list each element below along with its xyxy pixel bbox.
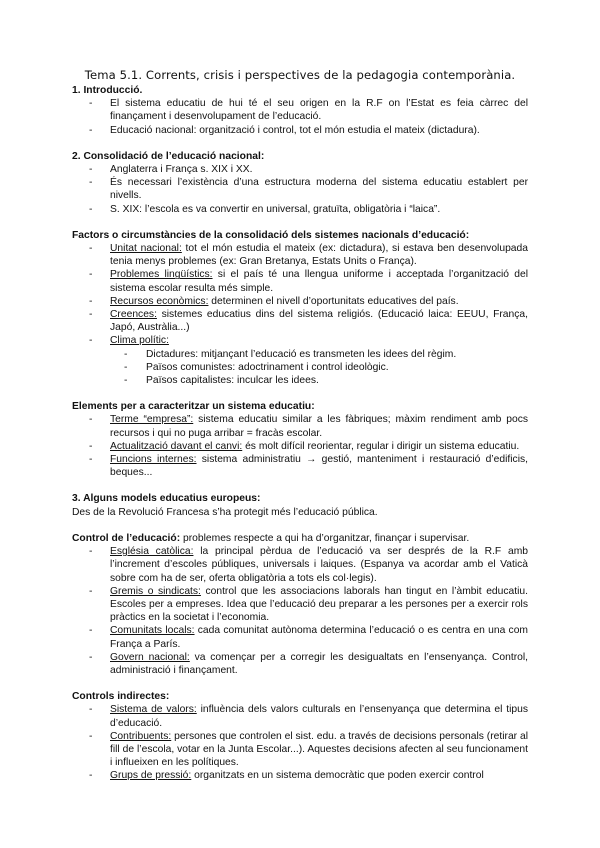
- bullet-list: [72, 97, 528, 137]
- sub-list-item: - Dictadures: mitjançant l’educació es transmeten les idees del règim.: [124, 348, 457, 360]
- list-item: - Església catòlica: la principal pèrdua de l’educació va ser després de la R.F amb l’increment d’escoles públiques, universals i laiques. (Espanya va acordar amb el Vaticà sobre com ha de ser, oferta obligatòria a tots els col·legis).: [89, 546, 528, 584]
- list-item: - Creences: sistemes educatius dins del sistema religiós. (Educació laica: EEUU, França, Japó, Austràlia...): [89, 309, 528, 334]
- list-item: - Grups de pressió: organitzats en un sistema democràtic que poden exercir control: [89, 770, 484, 782]
- list-item: - És necessari l’existència d’una estructura moderna del sistema educatiu establert per nivells.: [89, 177, 528, 202]
- list-item: - Problemes lingüístics: si el país té una llengua uniforme i acceptada l’organització del sistema escolar resulta més simple.: [89, 269, 528, 294]
- section-heading: Elements per a caracteritzar un sistema educatiu:: [72, 401, 315, 413]
- section-models: [72, 492, 528, 518]
- list-item: - S. XIX: l’escola es va convertir en universal, gratuïta, obligatòria i “laica”.: [89, 203, 441, 215]
- list-item: - Clima polític:: [89, 335, 169, 347]
- section-control: [72, 532, 528, 677]
- list-item: - El sistema educatiu de hui té el seu origen en la R.F on l’Estat es feia càrrec del finançament i desenvolupament de l’educació.: [89, 98, 528, 123]
- section-heading: 3. Alguns models educatius europeus:: [72, 493, 261, 505]
- list-item: - Educació nacional: organització i control, tot el món estudia el mateix (dictadura).: [89, 124, 480, 136]
- section-controls-indirectes: [72, 690, 528, 782]
- section-heading: Factors o circumstàncies de la consolidació dels sistemes nacionals d’educació:: [72, 229, 470, 241]
- list-item: - Contribuents: persones que controlen el sist. edu. a través de decisions personals (retirar al fill de l’escola, votar en la Junta Escolar...). Aquestes decisions afecten al seu funcionament i influeixen en les polítiques.: [89, 730, 528, 769]
- list-item: - Comunitats locals: cada comunitat autònoma determina l’educació o es centra en una com França a París.: [89, 625, 529, 650]
- list-item: - Gremis o sindicats: control que les associacions laborals han tingut en l’àmbit educatiu. Escoles per a empreses. Idea que l’educació deu preparar a les persones per a exercir rols pràctics en la societat i l’economia.: [89, 585, 528, 624]
- section-elements: [72, 400, 528, 479]
- list-item: - Funcions internes: sistema administratiu → gestió, manteniment i restauració d’edificis, beques...: [89, 454, 528, 479]
- section-introduccio: [72, 84, 528, 137]
- list-item: - Unitat nacional: tot el món estudia el mateix (ex: dictadura), si estava ben desenvolupada tenia menys problemes (ex: Gran Bretanya, Estats Units o França).: [89, 243, 528, 268]
- paragraph: Control de l’educació: problemes respecte a qui ha d’organitzar, finançar i supervisar.: [72, 532, 470, 544]
- sub-list-item: - Països comunistes: adoctrinament i control ideològic.: [124, 361, 389, 373]
- list-item: - Anglaterra i França s. XIX i XX.: [89, 164, 253, 176]
- list-item: - Actualització davant el canvi: és molt difícil reorientar, regular i dirigir un sistema educatiu.: [89, 440, 520, 452]
- section-heading: 2. Consolidació de l’educació nacional:: [72, 150, 265, 162]
- list-item: - Govern nacional: va començar per a corregir les desigualtats en l’ensenyança. Control, administració i finançament.: [89, 651, 528, 676]
- document-title: Tema 5.1. Corrents, crisis i perspectives de la pedagogia contemporània.: [84, 68, 516, 82]
- sub-list-item: - Països capitalistes: inculcar les idees.: [124, 375, 319, 387]
- section-heading: Controls indirectes:: [72, 691, 170, 703]
- list-item: - Sistema de valors: influència dels valors culturals en l’ensenyança que determina el tipus d’educació.: [89, 704, 528, 729]
- list-item: - Terme “empresa”: sistema educatiu similar a les fàbriques; màxim rendiment amb pocs recursos i qui no puga arribar = fracàs escolar.: [89, 414, 528, 439]
- bullet-list: [72, 545, 528, 677]
- list-item: - Recursos econòmics: determinen el nivell d’oportunitats educatives del país.: [89, 295, 459, 307]
- section-factors: [72, 229, 528, 387]
- section-heading: 1. Introducció.: [72, 85, 143, 96]
- section-consolidacio: [72, 150, 528, 216]
- paragraph: Des de la Revolució Francesa s’ha protegit més l’educació pública.: [72, 506, 378, 518]
- bullet-list: [72, 413, 528, 479]
- bullet-list: [72, 242, 528, 387]
- bullet-list: [72, 163, 528, 216]
- bullet-list: [72, 703, 528, 782]
